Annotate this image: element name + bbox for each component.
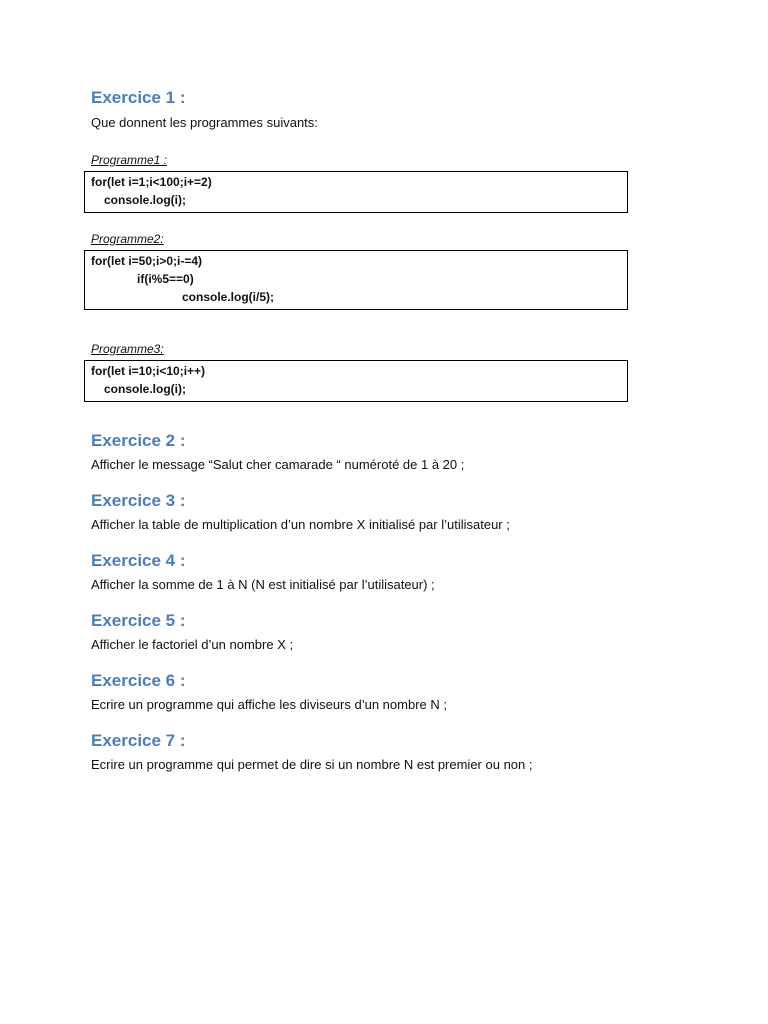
program-3-code-box [84,360,628,402]
exercise-2-text: Afficher le message “Salut cher camarade “ numéroté de 1 à 20 ; [91,457,465,472]
program-1-label: Programme1 : [91,153,168,167]
exercise-1-intro: Que donnent les programmes suivants: [91,115,318,130]
program-2-line-1: for(let i=50;i>0;i-=4) [91,254,203,268]
program-2-label: Programme2: [91,232,164,246]
exercise-2-heading: Exercice 2 : [91,431,186,450]
exercise-6-text: Ecrire un programme qui affiche les diviseurs d’un nombre N ; [91,697,447,712]
exercise-5-heading: Exercice 5 : [91,611,186,630]
program-2-code-box [84,250,628,310]
program-2-line-3: console.log(i/5); [182,290,275,304]
exercise-6-heading: Exercice 6 : [91,671,186,690]
program-1-code-box [84,171,628,213]
program-2-line-2: if(i%5==0) [137,272,194,286]
program-3-line-2: console.log(i); [104,382,186,396]
program-1-line-2: console.log(i); [104,193,186,207]
exercise-1-heading: Exercice 1 : [91,88,186,107]
program-3-label: Programme3: [91,342,164,356]
exercise-4-text: Afficher la somme de 1 à N (N est initialisé par l’utilisateur) ; [91,577,435,592]
exercise-5-text: Afficher le factoriel d’un nombre X ; [91,637,294,652]
exercise-4-heading: Exercice 4 : [91,551,186,570]
exercise-7-text: Ecrire un programme qui permet de dire si un nombre N est premier ou non ; [91,757,533,772]
exercise-3-text: Afficher la table de multiplication d’un nombre X initialisé par l’utilisateur ; [91,517,510,532]
exercise-3-heading: Exercice 3 : [91,491,186,510]
exercise-7-heading: Exercice 7 : [91,731,186,750]
program-1-line-1: for(let i=1;i<100;i+=2) [91,175,212,189]
program-3-line-1: for(let i=10;i<10;i++) [91,364,206,378]
